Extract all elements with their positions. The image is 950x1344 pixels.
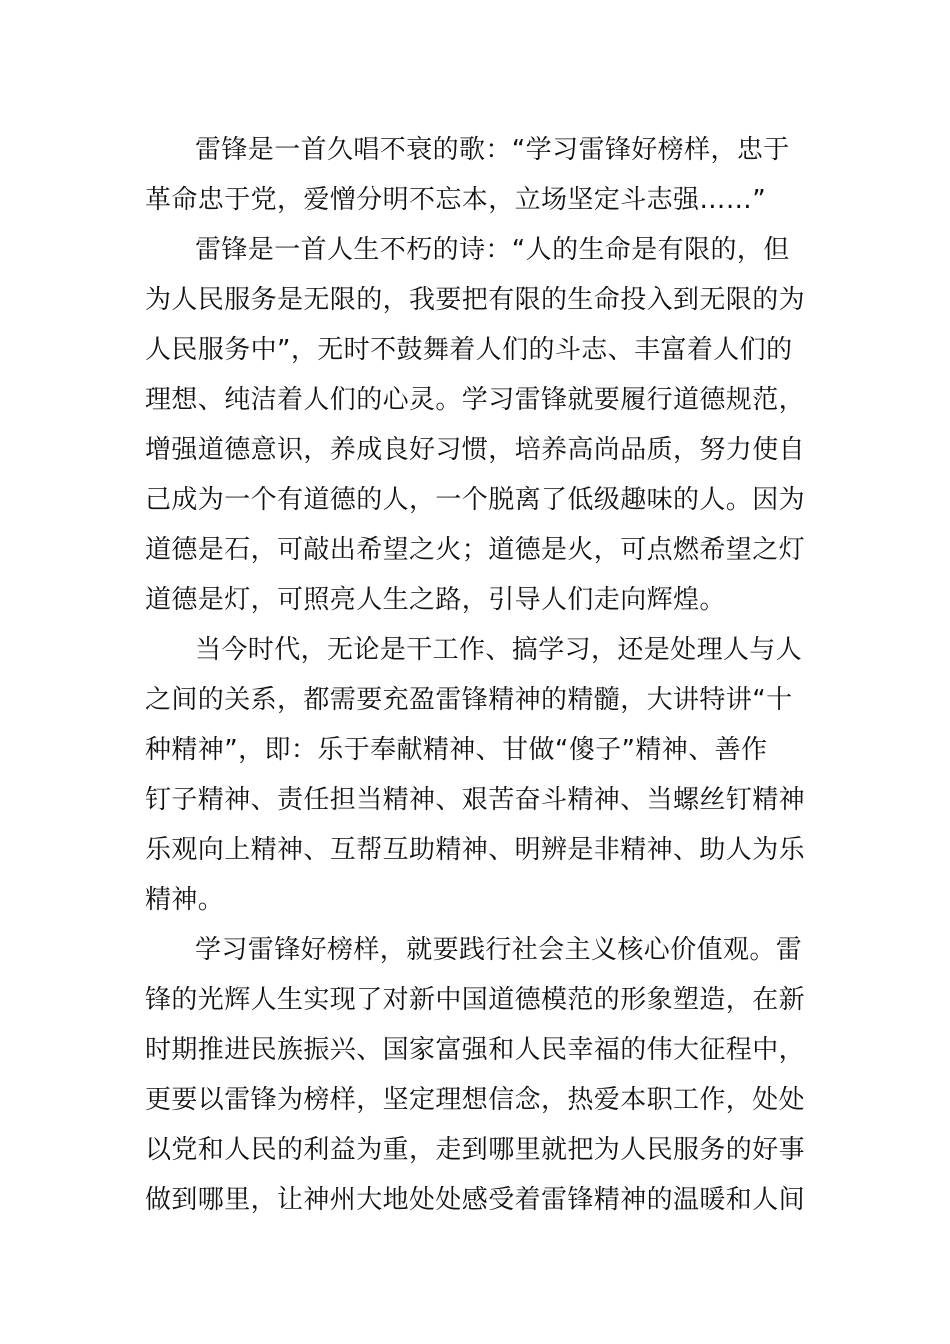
text-line: 精神。	[145, 885, 225, 915]
text-line: 理想、纯洁着人们的心灵。学习雷锋就要履行道德规范，	[145, 385, 806, 415]
text-line: 以党和人民的利益为重，走到哪里就把为人民服务的好事	[145, 1135, 806, 1165]
document-body	[145, 125, 810, 1225]
text-line: 学习雷锋好榜样，就要践行社会主义核心价值观。雷	[195, 935, 803, 965]
text-line: 时期推进民族振兴、国家富强和人民幸福的伟大征程中，	[145, 1035, 806, 1065]
text-line: 乐观向上精神、互帮互助精神、明辨是非精神、助人为乐	[145, 835, 806, 865]
text-line: 己成为一个有道德的人，一个脱离了低级趣味的人。因为	[145, 485, 806, 515]
text-line: 种精神”，即：乐于奉献精神、甘做“傻子”精神、善作	[145, 735, 768, 765]
text-line: 为人民服务是无限的，我要把有限的生命投入到无限的为	[145, 285, 806, 315]
text-line: 钉子精神、责任担当精神、艰苦奋斗精神、当螺丝钉精神	[145, 785, 806, 815]
text-line: 道德是灯，可照亮人生之路，引导人们走向辉煌。	[145, 585, 726, 615]
text-line: 更要以雷锋为榜样，坚定理想信念，热爱本职工作，处处	[145, 1085, 806, 1115]
text-line: 增强道德意识，养成良好习惯，培养高尚品质，努力使自	[145, 435, 806, 465]
text-line: 雷锋是一首久唱不衰的歌：“学习雷锋好榜样，忠于	[195, 135, 790, 165]
text-line: 锋的光辉人生实现了对新中国道德模范的形象塑造，在新	[145, 985, 806, 1015]
text-line: 之间的关系，都需要充盈雷锋精神的精髓，大讲特讲“十	[145, 685, 793, 715]
text-line: 革命忠于党，爱憎分明不忘本，立场坚定斗志强……”	[145, 185, 767, 215]
text-line: 道德是石，可敲出希望之火；道德是火，可点燃希望之灯	[145, 535, 806, 565]
text-line: 当今时代，无论是干工作、搞学习，还是处理人与人	[195, 635, 803, 665]
text-line: 雷锋是一首人生不朽的诗：“人的生命是有限的，但	[195, 235, 790, 265]
text-line: 人民服务中”，无时不鼓舞着人们的斗志、丰富着人们的	[145, 335, 793, 365]
text-line: 做到哪里，让神州大地处处感受着雷锋精神的温暖和人间	[145, 1185, 806, 1215]
